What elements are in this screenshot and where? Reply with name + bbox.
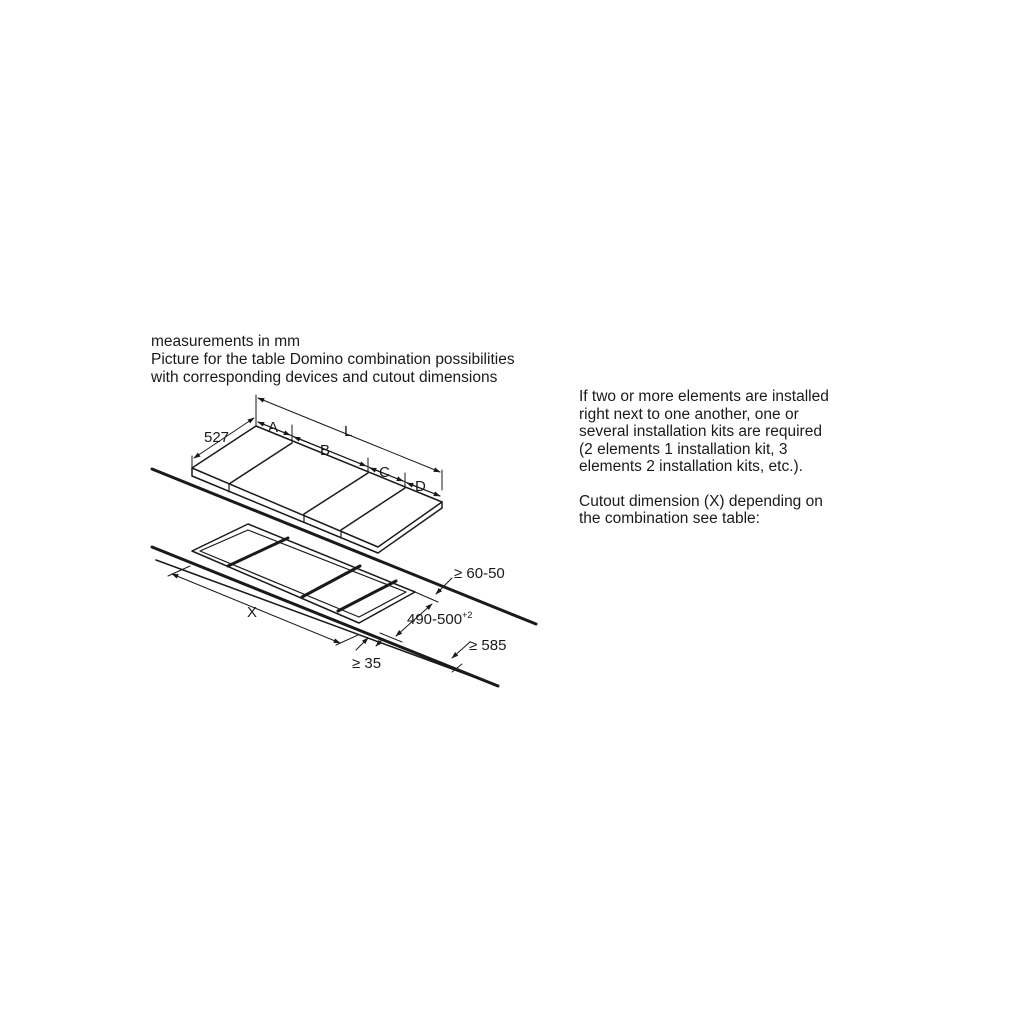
cutout-depth-label: $490-500^{+2}$ [407, 610, 473, 628]
cutout-bar-1 [228, 538, 288, 566]
module-d-label: D [415, 478, 426, 495]
module-b-label: B [320, 442, 331, 459]
installation-diagram [140, 385, 560, 695]
caption-units: measurements in mm [151, 333, 301, 350]
cutout-paragraph: Cutout dimension (X) depending on the combination see table: [579, 492, 823, 527]
module-a-label: A [268, 419, 279, 436]
installation-note [579, 388, 829, 528]
worktop-thickness-label: ≥ 60-50 [454, 565, 505, 582]
diagram-caption [151, 333, 515, 387]
installation-kit-paragraph: If two or more elements are installed right next to one another, one or several installation kits are required (2 elements 1 installation kit, 3 elements 2 installation kits, etc.). [579, 388, 829, 475]
caption-title: Picture for the table Domino combination possibilities [151, 351, 515, 368]
module-c-label: C [379, 464, 390, 481]
depth-label: 527 [204, 429, 230, 446]
caption-subtitle: with corresponding devices and cutout dimensions [151, 369, 498, 386]
worktop-depth-leader-1 [452, 642, 470, 658]
wall-distance-label: ≥ 35 [352, 655, 382, 672]
cutout-bar-2 [302, 566, 360, 597]
cutout-width-label: X [247, 604, 258, 621]
worktop-depth-label: ≥ 585 [469, 637, 507, 654]
wall-distance-leader-1 [356, 638, 368, 650]
total-length-label: L [344, 423, 353, 440]
